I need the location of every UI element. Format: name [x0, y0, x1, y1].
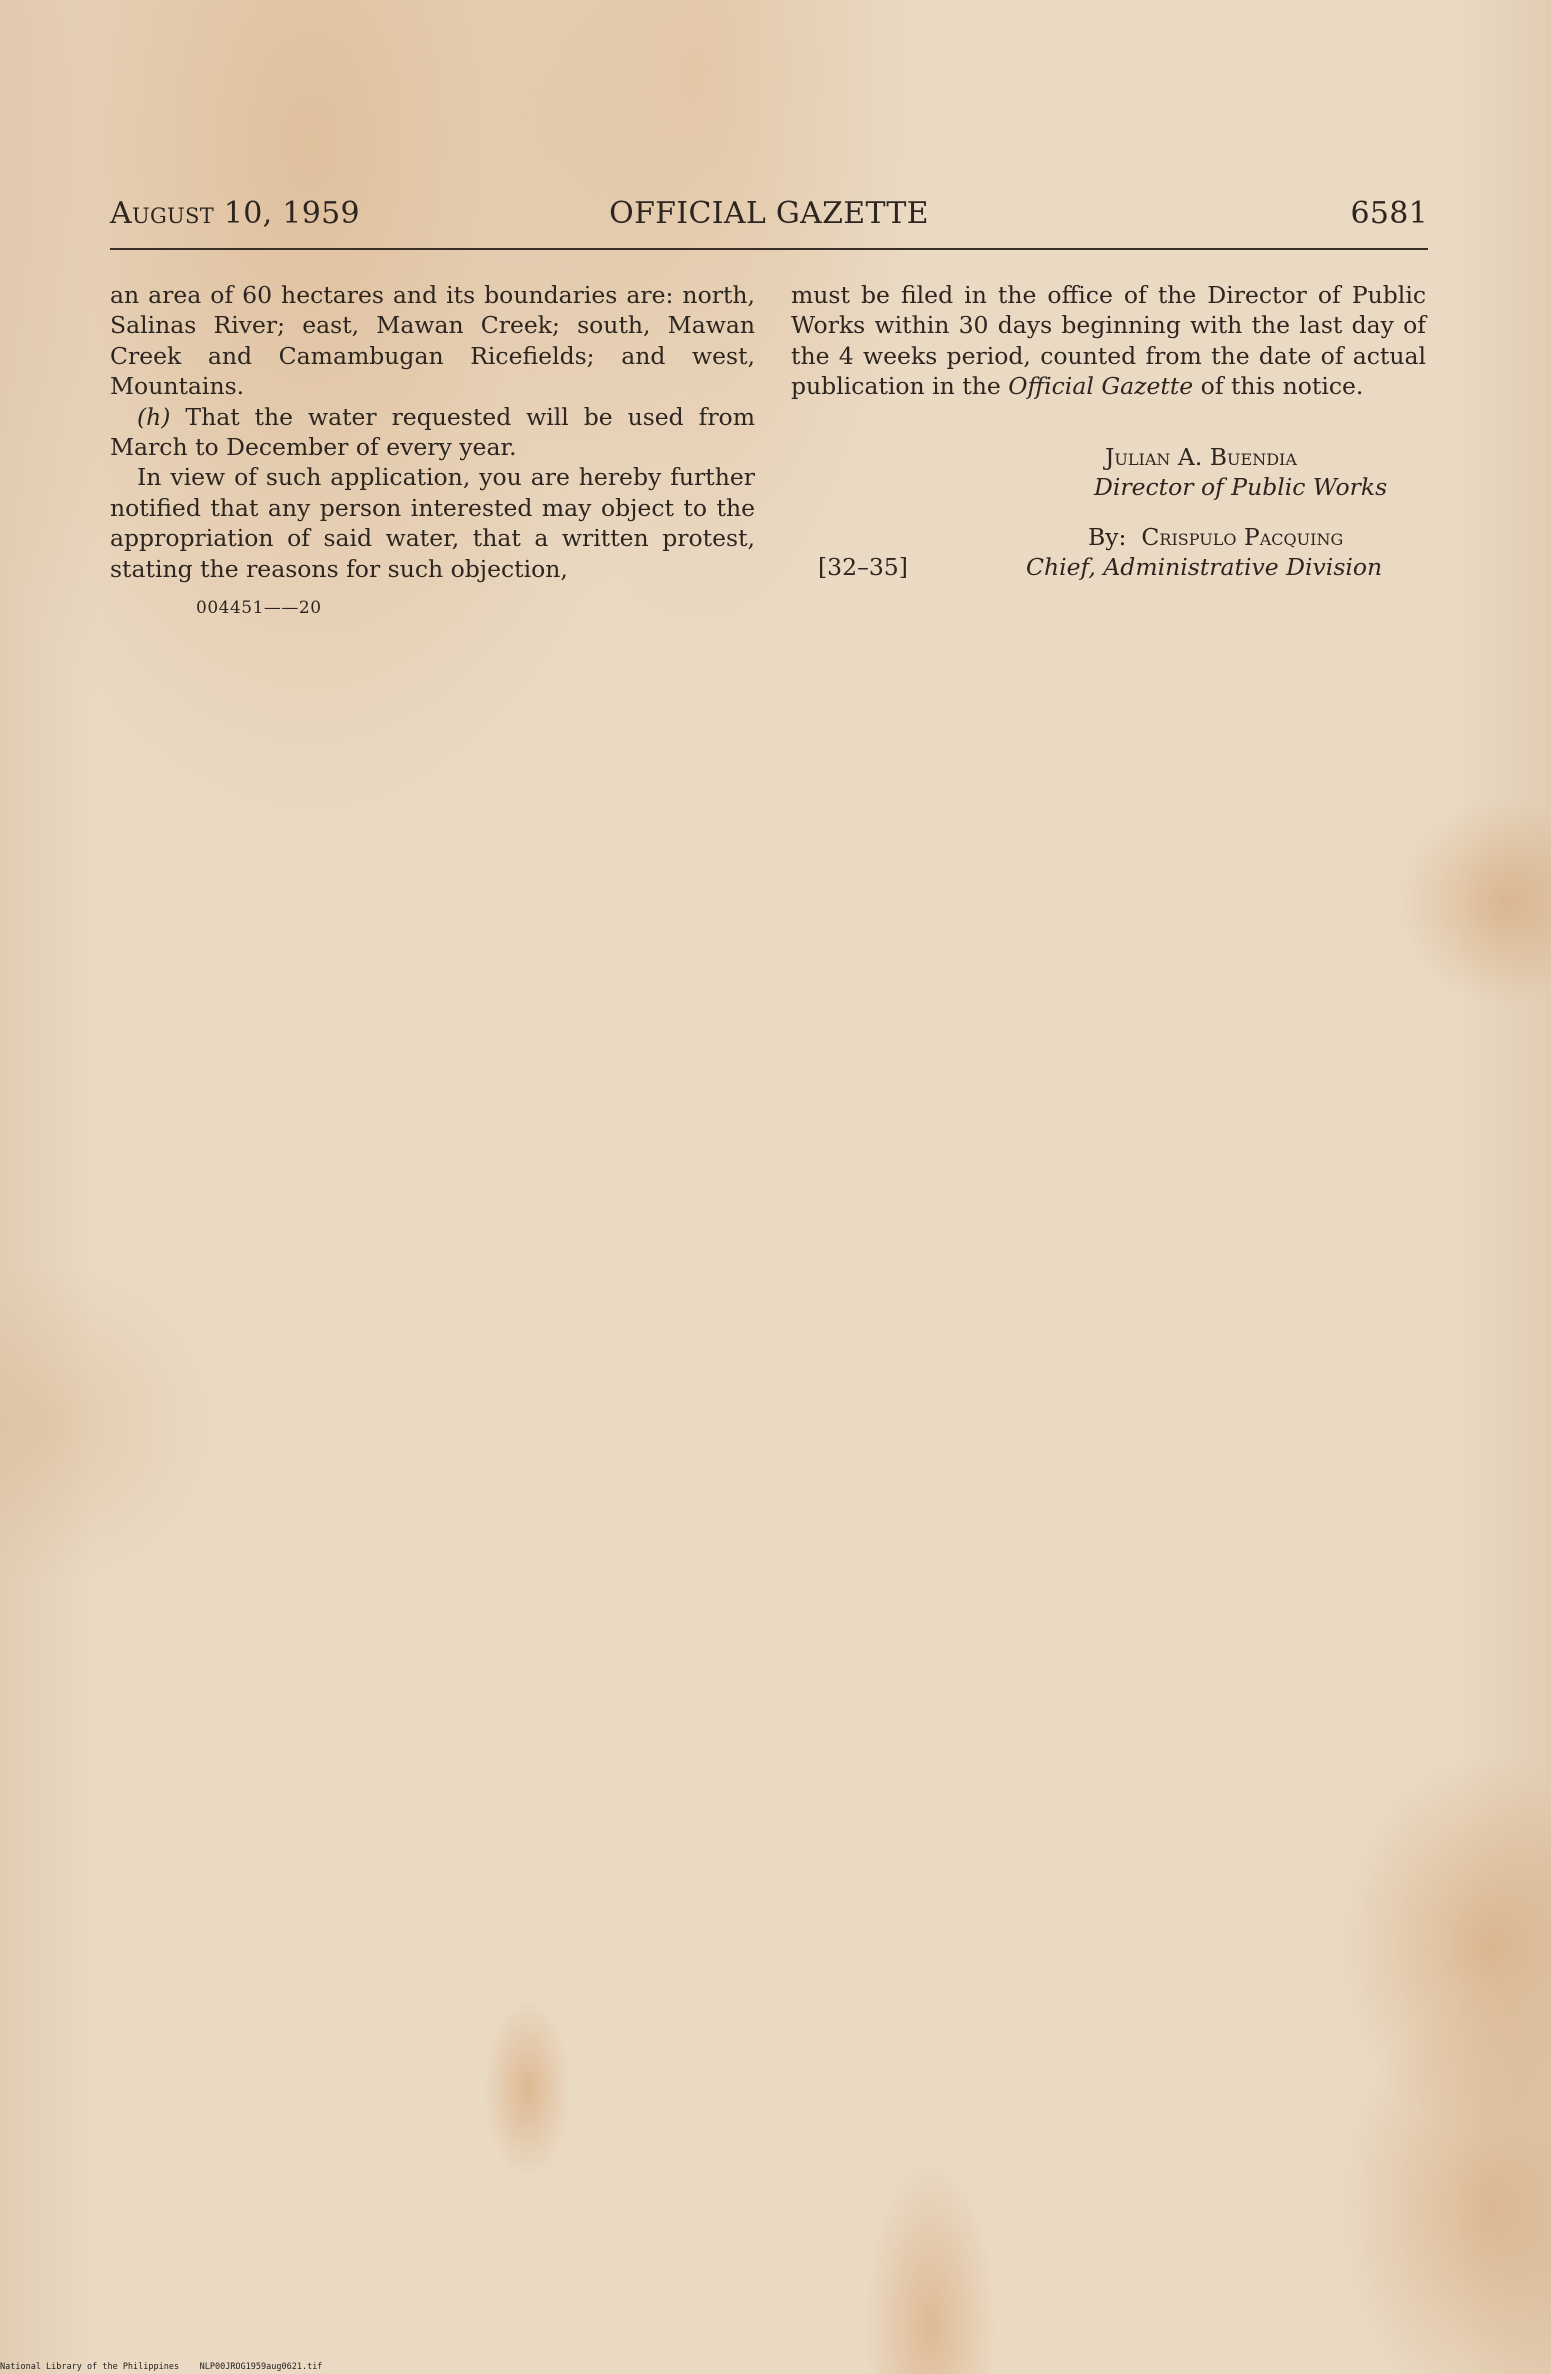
page-header — [110, 196, 1428, 236]
footer-library: National Library of the Philippines — [0, 2362, 180, 2372]
by-name: Crispulo Pacquing — [1141, 523, 1344, 551]
right-column — [791, 280, 1426, 402]
scan-footer — [0, 2362, 322, 2372]
job-number: 004451——20 — [196, 598, 322, 618]
by-line — [1088, 522, 1343, 552]
notice-reference: [32–35] — [818, 553, 908, 581]
header-title: OFFICIAL GAZETTE — [609, 196, 929, 231]
right-text-b: of this notice. — [1193, 372, 1364, 401]
signatory-title: Director of Public Works — [1094, 473, 1388, 501]
by-title: Chief, Administrative Division — [1026, 553, 1383, 581]
left-paragraph-3: In view of such application, you are hereby further notified that any person interested may object to the appropriation of said water, that a written protest, stating the reasons for such objection, — [110, 463, 755, 583]
header-rule — [110, 248, 1428, 250]
left-column — [110, 280, 755, 584]
clause-text: That the water requested will be used from March to December of every year. — [110, 402, 755, 462]
right-text-a: must be filed in the office of the Director of Public Works within 30 days beginning with the last day of the 4 weeks period, counted from the date of actual publication in the — [791, 281, 1426, 401]
by-label: By: — [1088, 523, 1127, 551]
right-paragraph-1 — [791, 280, 1426, 402]
header-page-number: 6581 — [1350, 196, 1428, 231]
left-paragraph-1: an area of 60 hectares and its boundaries are: north, Salinas River; east, Mawan Creek; south, Mawan Creek and Camambugan Ricefields; and west, Mountains. — [110, 281, 755, 401]
gazette-italic: Official Gazette — [1008, 372, 1194, 401]
left-paragraph-2 — [110, 402, 755, 463]
footer-filename: NLP00JROG1959aug0621.tif — [199, 2362, 323, 2372]
clause-marker: (h) — [137, 402, 171, 431]
signatory-name: Julian A. Buendia — [1105, 443, 1297, 471]
header-date: August 10, 1959 — [110, 196, 360, 231]
